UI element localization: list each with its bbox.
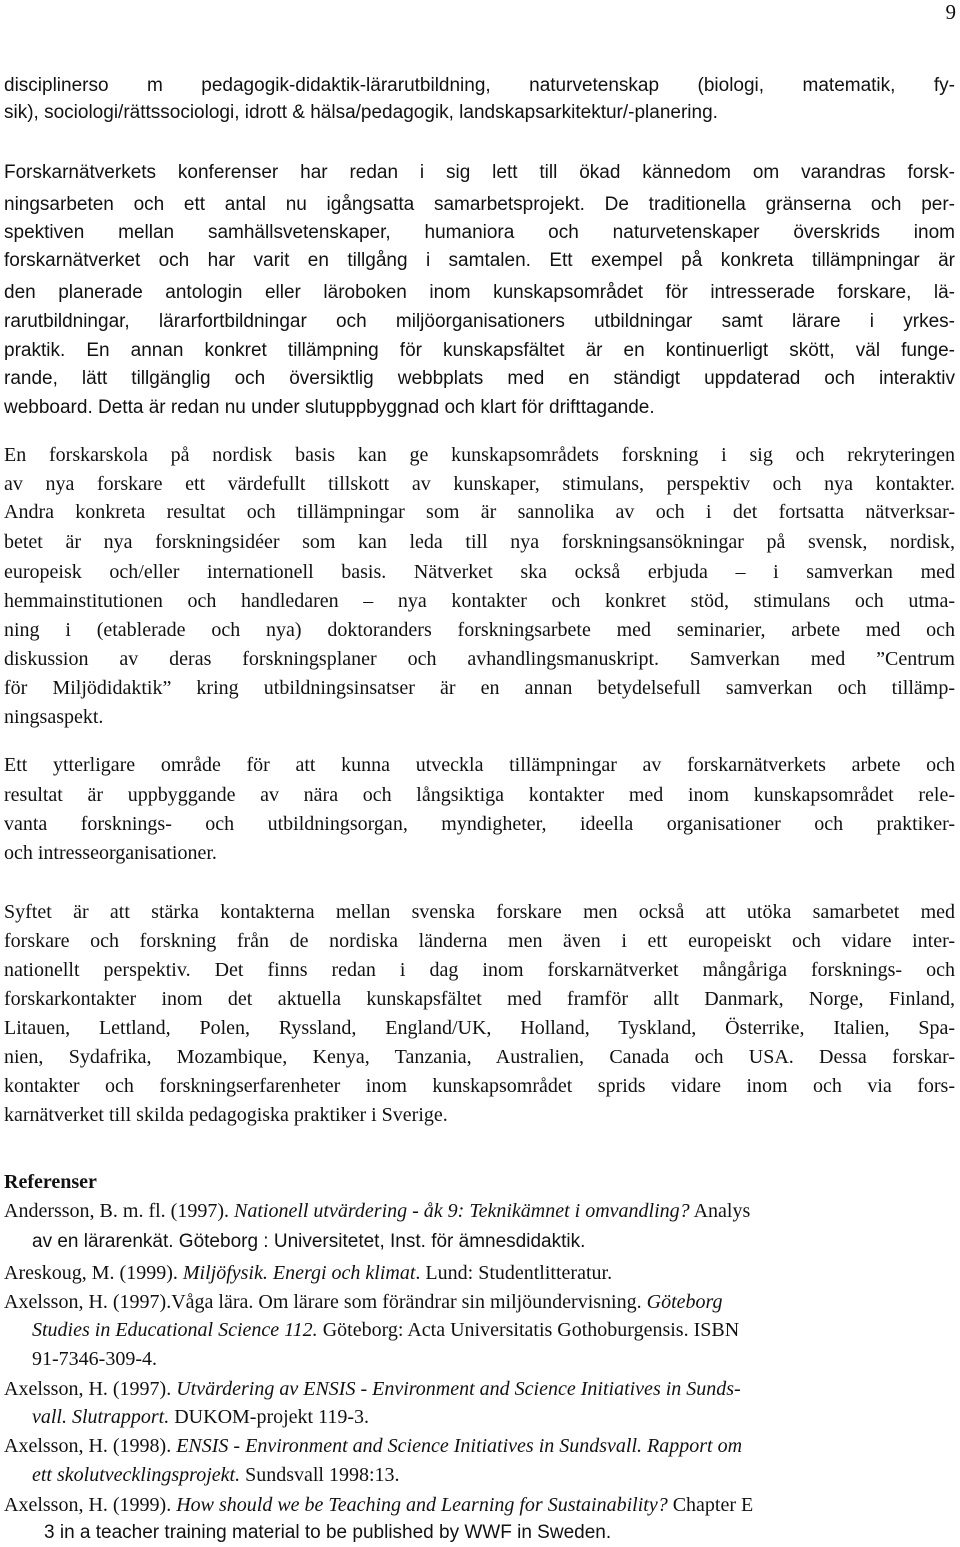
text-line: Forskarnätverkets konferenser har redan i sig lett till ökad kännedom om varandras forsk- xyxy=(4,162,955,183)
text-line: webboard. Detta är redan nu under slutuppbyggnad och klart för drifttagande. xyxy=(4,397,655,418)
reference-title: Göteborg xyxy=(646,1291,723,1313)
reference-title: ENSIS - Environment and Science Initiatives in Sundsvall. Rapport om xyxy=(176,1435,743,1457)
text-line: hemmainstitutionen och handledaren – nya kontakter och konkret stöd, stimulans och utma- xyxy=(4,590,955,612)
text-line: forskarnätverket och har varit en tillgång i samtalen. Ett exempel på konkreta tillämpningar är xyxy=(4,250,955,271)
reference-line xyxy=(32,1463,955,1487)
text-line: praktik. En annan konkret tillämpning för kunskapsfältet är en kontinuerligt skött, väl funge- xyxy=(4,340,955,361)
reference-line xyxy=(32,1405,955,1429)
reference-title: Utvärdering av ENSIS - Environment and Science Initiatives in Sunds- xyxy=(176,1378,741,1400)
reference-line xyxy=(32,1318,955,1342)
text-line: den planerade antologin eller läroboken inom kunskapsområdet för intresserade forskare, lä- xyxy=(4,282,955,303)
page-number: 9 xyxy=(945,0,956,24)
text-line: kontakter och forskningserfarenheter inom kunskapsområdet sprids vidare inom och via fors- xyxy=(4,1075,955,1097)
text-line: resultat är uppbyggande av nära och långsiktiga kontakter med inom kunskapsområdet rele- xyxy=(4,784,955,806)
text-line: karnätverket till skilda pedagogiska praktiker i Sverige. xyxy=(4,1104,448,1126)
reference-line xyxy=(4,1493,955,1517)
reference-rest: Analys xyxy=(689,1200,751,1222)
text-line: sik), sociologi/rättssociologi, idrott & hälsa/pedagogik, landskapsarkitektur/-planering. xyxy=(4,102,718,123)
text-line: ningsaspekt. xyxy=(4,706,104,728)
text-line: diskussion av deras forskningsplaner och avhandlingsmanuskript. Samverkan med ”Centrum xyxy=(4,648,955,670)
reference-rest: Göteborg: Acta Universitatis Gothoburgensis. ISBN xyxy=(317,1319,740,1341)
text-line: Syftet är att stärka kontakterna mellan svenska forskare men också att utöka samarbetet med xyxy=(4,901,955,923)
reference-authors: Axelsson, H. (1998). xyxy=(4,1435,177,1457)
reference-rest: Chapter E xyxy=(667,1494,754,1516)
text-line: och intresseorganisationer. xyxy=(4,842,217,864)
reference-title: Miljöfysik. Energi och klimat xyxy=(182,1262,416,1284)
text-line: ning i (etablerade och nya) doktoranders forskningsarbete med seminarier, arbete med och xyxy=(4,619,955,641)
reference-authors: Axelsson, H. (1997).Våga lära. Om lärare som förändrar sin miljöundervisning. xyxy=(4,1291,647,1313)
reference-rest: DUKOM-projekt 119-3. xyxy=(169,1406,370,1428)
reference-line xyxy=(4,1199,955,1223)
reference-authors: Andersson, B. m. fl. (1997). xyxy=(4,1200,234,1222)
text-line: spektiven mellan samhällsvetenskaper, humaniora och naturvetenskaper överskrids inom xyxy=(4,222,955,243)
reference-line xyxy=(4,1290,955,1314)
text-line: Ett ytterligare område för att kunna utveckla tillämpningar av forskarnätverkets arbete och xyxy=(4,754,955,776)
text-line: ningsarbeten och ett antal nu igångsatta samarbetsprojekt. De traditionella gränserna och per- xyxy=(4,194,955,215)
reference-title: How should we be Teaching and Learning for Sustainability? xyxy=(176,1494,668,1516)
reference-line: av en lärarenkät. Göteborg : Universitetet, Inst. för ämnesdidaktik. xyxy=(32,1231,586,1252)
reference-authors: Areskoug, M. (1999). xyxy=(4,1262,183,1284)
text-line: nationellt perspektiv. Det finns redan i dag inom forskarnätverket mångåriga forsknings- och xyxy=(4,959,955,981)
reference-rest: . Lund: Studentlitteratur. xyxy=(415,1262,613,1284)
references-heading: Referenser xyxy=(4,1171,97,1193)
text-line: forskare och forskning från de nordiska länderna men även i ett europeiskt och vidare inter- xyxy=(4,930,955,952)
reference-line xyxy=(4,1434,955,1458)
reference-title: ett skolutvecklingsprojekt. xyxy=(32,1464,241,1486)
reference-title: vall. Slutrapport. xyxy=(32,1406,170,1428)
text-line: forskarkontakter inom det aktuella kunskapsfältet med framför allt Danmark, Norge, Finland, xyxy=(4,988,955,1010)
text-line: nien, Sydafrika, Mozambique, Kenya, Tanzania, Australien, Canada och USA. Dessa forskar- xyxy=(4,1046,955,1068)
text-line: rande, lätt tillgänglig och översiktlig webbplats med en ständigt uppdaterad och interaktiv xyxy=(4,368,955,389)
text-line: europeisk och/eller internationell basis. Nätverket ska också erbjuda – i samverkan med xyxy=(4,561,955,583)
reference-line: 3 in a teacher training material to be published by WWF in Sweden. xyxy=(44,1522,612,1543)
text-line: disciplinerso m pedagogik-didaktik-lärarutbildning, naturvetenskap (biologi, matematik, fy- xyxy=(4,75,955,96)
reference-rest: Sundsvall 1998:13. xyxy=(240,1464,400,1486)
text-line: Andra konkreta resultat och tillämpningar som är sannolika av och i det fortsatta nätverksar- xyxy=(4,501,955,523)
text-line: betet är nya forskningsidéer som kan leda till nya forskningsansökningar på svensk, nordisk, xyxy=(4,531,955,553)
reference-title: Studies in Educational Science 112. xyxy=(32,1319,318,1341)
text-line: rarutbildningar, lärarfortbildningar och miljöorganisationers utbildningar samt lärare i yrkes- xyxy=(4,311,955,332)
text-line: En forskarskola på nordisk basis kan ge kunskapsområdets forskning i sig och rekryteringen xyxy=(4,444,955,466)
reference-line: 91-7346-309-4. xyxy=(32,1348,157,1370)
reference-title: Nationell utvärdering - åk 9: Teknikämnet i omvandling? xyxy=(233,1200,690,1222)
reference-line xyxy=(4,1261,955,1285)
text-line: av nya forskare ett värdefullt tillskott av kunskaper, stimulans, perspektiv och nya kontakter. xyxy=(4,473,955,495)
text-line: Litauen, Lettland, Polen, Ryssland, England/UK, Holland, Tyskland, Österrike, Italien, Spa- xyxy=(4,1017,955,1039)
reference-authors: Axelsson, H. (1997). xyxy=(4,1378,177,1400)
reference-line xyxy=(4,1377,955,1401)
text-line: för Miljödidaktik” kring utbildningsinsatser är en annan betydelsefull samverkan och tillämp- xyxy=(4,677,955,699)
reference-authors: Axelsson, H. (1999). xyxy=(4,1494,177,1516)
text-line: vanta forsknings- och utbildningsorgan, myndigheter, ideella organisationer och praktiker- xyxy=(4,813,955,835)
